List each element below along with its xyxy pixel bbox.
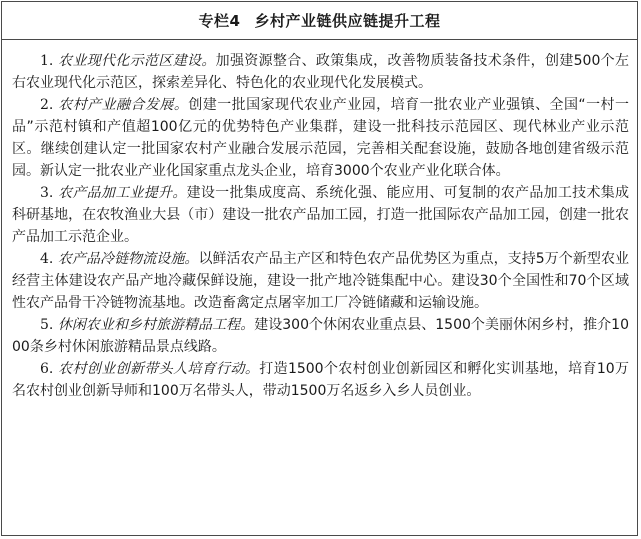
program-box	[1, 1, 638, 536]
item-number: 6.	[40, 361, 54, 377]
item-text: 以鲜活农产品主产区和特色农产品优势区为重点，支持5万个新型农业经营主体建设农产品产地冷藏保鲜设施，建设一批产地冷链集配中心。建设30个全国性和70个区域性农产品骨干冷链物流基地。改造畜禽定点屠宰加工厂冷链储藏和运输设施。	[12, 251, 630, 311]
item-text: 打造1500个农村创业创新园区和孵化实训基地，培育10万名农村创业创新导师和100万名带头人，带动1500万名返乡入乡人员创业。	[12, 361, 629, 399]
item-text: 建设一批集成度高、系统化强、能应用、可复制的农产品加工技术集成科研基地，在农牧渔业大县（市）建设一批农产品加工园，打造一批国际农产品加工园，创建一批农产品加工示范企业。	[12, 185, 630, 245]
list-item	[12, 182, 629, 248]
item-term: 农产品冷链物流设施。	[57, 251, 199, 267]
item-number: 2.	[40, 97, 54, 113]
item-term: 休闲农业和乡村旅游精品工程。	[57, 317, 255, 333]
box-header	[2, 2, 637, 40]
item-text: 建设300个休闲农业重点县、1500个美丽休闲乡村，推介1000条乡村休闲旅游精品景点线路。	[12, 317, 629, 355]
list-item	[12, 94, 629, 182]
item-number: 5.	[40, 317, 54, 333]
item-number: 4.	[40, 251, 54, 267]
column-label: 专栏4	[198, 12, 241, 30]
box-body	[2, 40, 637, 402]
item-text: 创建一批国家现代农业产业园，培育一批农业产业强镇、全国“一村一品”示范村镇和产值超100亿元的优势特色产业集群，建设一批科技示范园区、现代林业产业示范区。继续创建认定一批国家农村产业融合发展示范园，完善相关配套设施，鼓励各地创建省级示范园。新认定一批农业产业化国家重点龙头企业，培育3000个农业产业化联合体。	[12, 97, 630, 179]
list-item	[12, 248, 629, 314]
list-item	[12, 358, 629, 402]
list-item	[12, 314, 629, 358]
item-text: 加强资源整合、政策集成，改善物质装备技术条件，创建500个左右农业现代化示范区，探索差异化、特色化的农业现代化发展模式。	[12, 53, 629, 91]
box-title: 乡村产业链供应链提升工程	[254, 12, 441, 30]
item-number: 1.	[40, 53, 54, 69]
item-term: 农村创业创新带头人培育行动。	[58, 361, 260, 377]
item-term: 农产品加工业提升。	[58, 185, 187, 201]
item-term: 农业现代化示范区建设。	[58, 53, 216, 69]
item-term: 农村产业融合发展。	[58, 97, 189, 113]
list-item	[12, 50, 629, 94]
item-number: 3.	[40, 185, 54, 201]
